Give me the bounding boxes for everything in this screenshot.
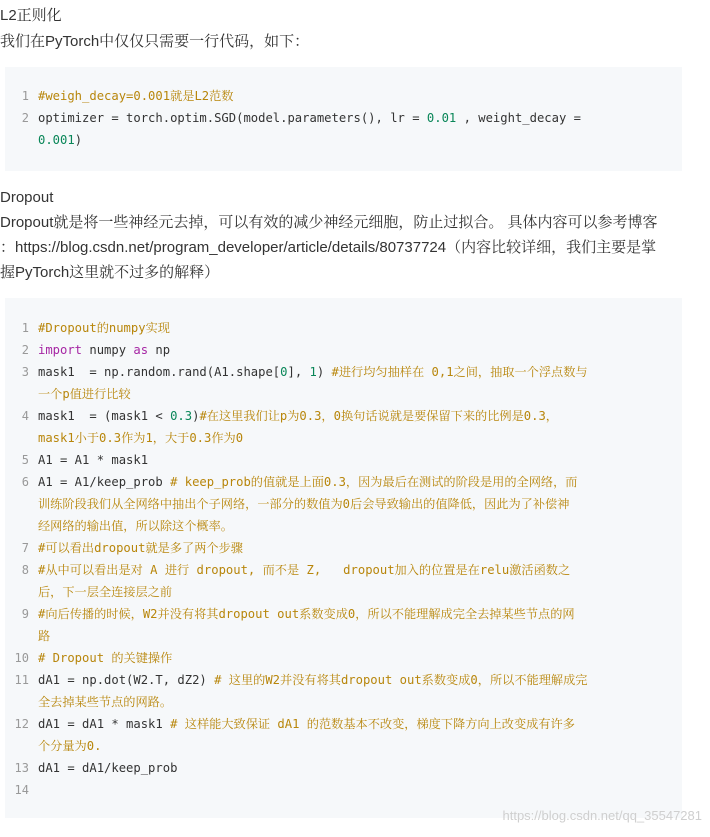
code-line [5,713,682,735]
line-number: 14 [14,783,29,797]
code-token: , weight_decay = [456,111,581,125]
code-line [5,339,682,361]
code-comment: 经网络的输出值，所以除这个概率。 [38,519,233,533]
line-number: 11 [14,673,29,687]
code-line [5,427,682,449]
l2-code-block [5,67,682,171]
code-comment: #从中可以看出是对 A 进行 dropout, 而不是 Z, dropout加入的位置是在relu激活函数之 [38,563,571,577]
line-number: 5 [21,453,29,467]
code-number: 0 [280,365,288,379]
code-line [5,669,682,691]
code-text [38,647,172,669]
code-keyword: as [133,343,149,357]
code-line [5,603,682,625]
code-comment: # 这里的W2并没有将其dropout out系数变成0，所以不能理解成完 [214,673,588,687]
code-line [5,493,682,515]
code-comment: #Dropout的numpy实现 [38,321,170,335]
code-text [38,669,587,691]
code-token: dA1 = dA1/keep_prob [38,761,178,775]
line-number: 8 [21,563,29,577]
code-token: ) [74,133,83,147]
code-comment: #进行均匀抽样在 0,1之间，抽取一个浮点数与 [331,365,588,379]
code-text [38,107,581,129]
line-number: 9 [21,607,29,621]
code-line [5,647,682,669]
code-line [5,515,682,537]
code-line [5,405,682,427]
code-comment: # keep_prob的值就是上面0.3，因为最后在测试的阶段是用的全网络，而 [170,475,578,489]
code-token: optimizer = torch.optim.SGD(model.parameters(), lr = [38,111,427,125]
code-line [5,107,682,129]
line-number: 3 [21,365,29,379]
line-number: 4 [21,409,29,423]
watermark-text: https://blog.csdn.net/qq_35547281 [502,808,702,823]
dropout-desc-line-2: ：https://blog.csdn.net/program_developer/article/details/80737724（内容比较详细，我们主要是掌 [0,239,657,256]
code-text [38,625,50,647]
code-line [5,735,682,757]
code-text [38,449,148,471]
dropout-desc-line-3: 握PyTorch这里就不过多的解释） [0,264,220,281]
code-comment: mask1小于0.3作为1，大于0.3作为0 [38,431,244,445]
code-number: 1 [309,365,317,379]
line-number: 13 [14,761,29,775]
code-token: numpy [82,343,134,357]
code-text [38,339,170,361]
code-number: 0.001 [38,133,75,147]
code-comment: # 这样能大致保证 dA1 的范数基本不改变，梯度下降方向上改变成有许多 [170,717,575,731]
code-text [38,85,234,107]
code-line [5,757,682,779]
code-line [5,559,682,581]
code-text [38,515,233,537]
line-number: 6 [21,475,29,489]
line-number: 7 [21,541,29,555]
line-number: 1 [21,89,29,103]
code-line [5,383,682,405]
line-number: 2 [21,343,29,357]
code-text [38,559,570,581]
code-text [38,757,177,779]
code-text [38,735,101,757]
code-token: dA1 = dA1 * mask1 [38,717,171,731]
code-comment: #可以看出dropout就是多了两个步骤 [38,541,243,555]
code-comment: 后，下一层全连接层之前 [38,585,173,599]
code-text [38,713,575,735]
code-number: 0.01 [426,111,457,125]
code-line [5,625,682,647]
code-comment: 一个p值进行比较 [38,387,131,401]
code-text [38,405,558,427]
code-comment: 全去掉某些节点的网路。 [38,695,173,709]
code-comment: #向后传播的时候，W2并没有将其dropout out系数变成0，所以不能理解成完全去掉某些节点的网 [38,607,575,621]
code-line [5,691,682,713]
code-line [5,449,682,471]
code-text [38,471,578,493]
code-number: 0.3 [170,409,193,423]
code-line [5,317,682,339]
dropout-code-block [5,298,682,818]
code-text [38,691,172,713]
code-token: dA1 = np.dot(W2.T, dZ2) [38,673,215,687]
code-text [38,361,588,383]
code-text [38,317,170,339]
code-comment: # Dropout 的关键操作 [38,651,173,665]
code-line [5,779,682,801]
code-token: mask1 = (mask1 < [38,409,171,423]
code-token: ) [316,365,332,379]
code-line [5,85,682,107]
code-line [5,361,682,383]
code-keyword: import [38,343,83,357]
line-number: 12 [14,717,29,731]
code-comment: 个分量为0. [38,739,102,753]
code-line [5,471,682,493]
code-text [38,383,131,405]
code-text [38,129,82,151]
code-text [38,603,575,625]
code-text [38,427,243,449]
code-comment: 路 [38,629,51,643]
code-comment: #weigh_decay=0.001就是L2范数 [38,89,234,103]
dropout-desc-line-1: Dropout就是将一些神经元去掉，可以有效的减少神经元细胞，防止过拟合。 具体内容可以参考博客 [0,214,658,231]
line-number: 10 [14,651,29,665]
line-number: 1 [21,321,29,335]
l2-section-title: L2正则化 [0,7,62,24]
code-token: np [148,343,171,357]
code-token: A1 = A1 * mask1 [38,453,149,467]
code-comment: 训练阶段我们从全网络中抽出个子网络，一部分的数值为0后会导致输出的值降低，因此为了补偿神 [38,497,570,511]
code-token: A1 = A1/keep_prob [38,475,171,489]
code-line [5,537,682,559]
dropout-section-title: Dropout [0,189,54,206]
code-comment: #在这里我们让p为0.3，0换句话说就是要保留下来的比例是0.3， [199,409,558,423]
code-line [5,129,682,151]
code-text [38,537,243,559]
code-token: ) [192,409,200,423]
code-text [38,581,172,603]
code-text [38,493,569,515]
code-line [5,581,682,603]
code-token: ], [287,365,310,379]
code-token: mask1 = np.random.rand(A1.shape[ [38,365,281,379]
line-number: 2 [21,111,29,125]
l2-intro-text: 我们在PyTorch中仅仅只需要一行代码，如下： [0,33,310,50]
